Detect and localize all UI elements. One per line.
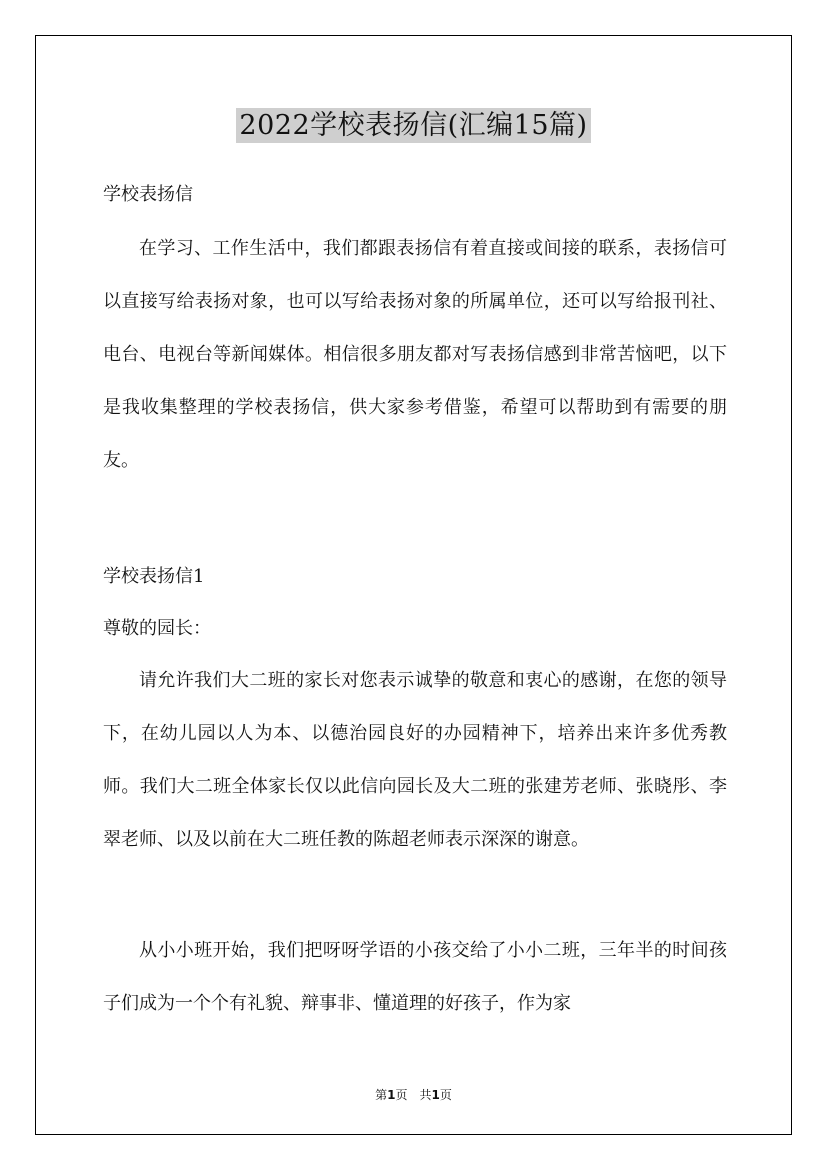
document-title-wrapper — [0, 103, 827, 142]
body-paragraph-1: 请允许我们大二班的家长对您表示诚挚的敬意和衷心的感谢，在您的领导下，在幼儿园以人为本、以德治园良好的办园精神下，培养出来许多优秀教师。我们大二班全体家长仅以此信向园长及大二班的张建芳老师、张晓彤、李翠老师、以及以前在大二班任教的陈超老师表示深深的谢意。 — [103, 670, 727, 850]
footer-page-suffix: 页 — [395, 1088, 408, 1102]
footer-total-prefix: 共 — [419, 1088, 432, 1102]
footer-total-number: 1 — [431, 1088, 440, 1102]
document-title: 2022学校表扬信(汇编15篇) — [236, 108, 590, 143]
body-paragraph-2: 从小小班开始，我们把呀呀学语的小孩交给了小小二班，三年半的时间孩子们成为一个个有礼貌、辩事非、懂道理的好孩子，作为家 — [103, 940, 727, 1014]
footer-total-suffix: 页 — [439, 1088, 452, 1102]
intro-paragraph: 在学习、工作生活中，我们都跟表扬信有着直接或间接的联系，表扬信可以直接写给表扬对象，也可以写给表扬对象的所属单位，还可以写给报刊社、电台、电视台等新闻媒体。相信很多朋友都对写表扬信感到非常苦恼吧，以下是我收集整理的学校表扬信，供大家参考借鉴，希望可以帮助到有需要的朋友。 — [103, 238, 727, 471]
footer-page-prefix: 第 — [375, 1088, 388, 1102]
footer-page-number: 1 — [387, 1088, 396, 1102]
salutation: 尊敬的园长： — [103, 618, 211, 639]
section-heading: 学校表扬信1 — [103, 566, 205, 587]
page-footer — [0, 1086, 827, 1103]
document-heading: 学校表扬信 — [103, 184, 193, 205]
